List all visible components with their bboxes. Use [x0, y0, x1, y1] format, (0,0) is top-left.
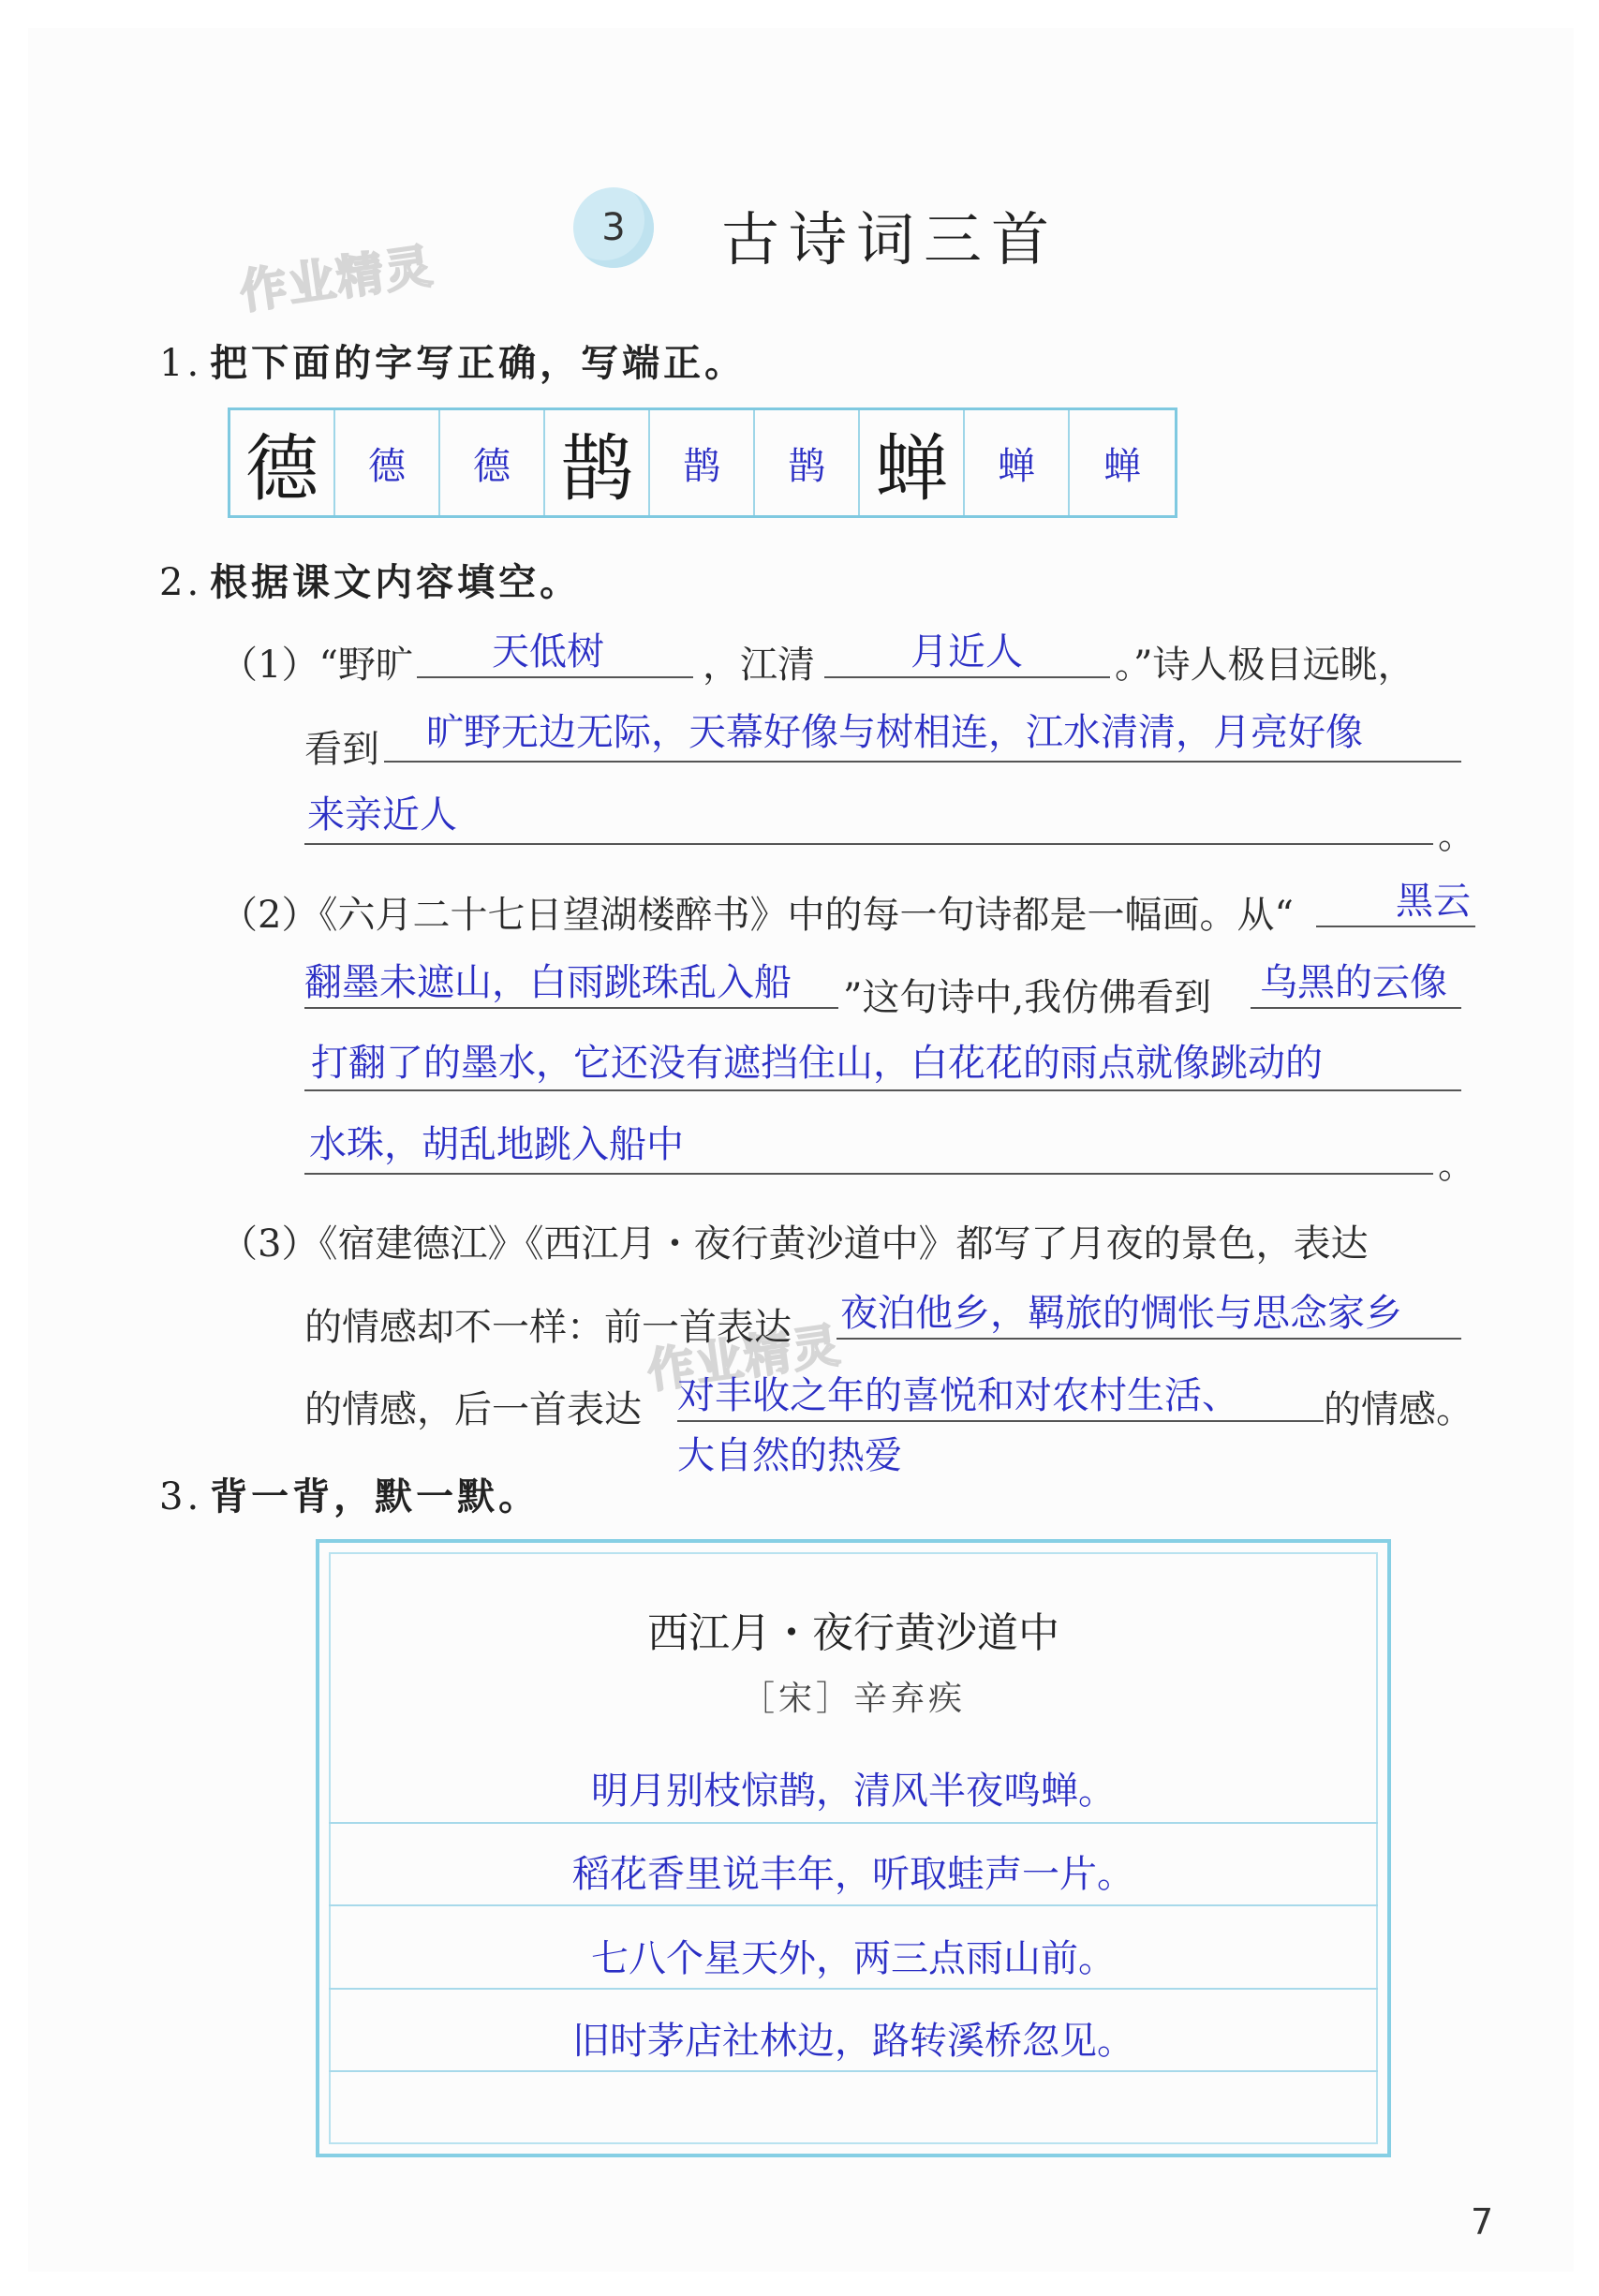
poem-author: ［宋］辛弃疾 — [740, 1680, 966, 1718]
answer-text: 对丰收之年的喜悦和对农村生活、 — [677, 1374, 1239, 1417]
answer-line — [417, 676, 693, 678]
writing-rule — [329, 2070, 1378, 2072]
p2-text1: （2）《六月二十七日望湖楼醉书》中的每一句诗都是一幅画。从“ — [220, 894, 1294, 937]
p3-end: 的情感。 — [1324, 1388, 1473, 1431]
answer-line — [837, 1338, 1461, 1340]
p1-end: 。 — [1438, 814, 1475, 857]
character-grid — [228, 407, 1177, 518]
writing-rule — [329, 1988, 1378, 1990]
question-3-heading — [159, 1467, 540, 1520]
answer-line — [304, 843, 1433, 845]
page-number: 7 — [1471, 2201, 1494, 2243]
question-2-heading — [159, 553, 581, 606]
answer-text: 来亲近人 — [307, 793, 457, 837]
answer-line — [304, 1007, 838, 1009]
p1-see: 看到 — [304, 728, 379, 771]
answer-text: 夜泊他乡，羁旅的惆怅与思念家乡 — [840, 1292, 1402, 1335]
poem-line: 旧时茅店社林边，路转溪桥忽见。 — [572, 2020, 1134, 2063]
question-number: 1. — [159, 342, 203, 385]
answer-line — [677, 1420, 1324, 1422]
lesson-number-badge: 3 — [573, 187, 654, 268]
poem-line: 明月别枝惊鹊，清风半夜鸣蝉。 — [591, 1770, 1116, 1813]
answer-line — [1316, 926, 1475, 927]
writing-rule — [329, 1904, 1378, 1906]
p1-mid: ，江清 — [703, 644, 815, 687]
p1-after: 。”诗人极目远眺， — [1115, 644, 1415, 687]
writing-rule — [329, 1822, 1378, 1824]
question-instruction: 背一背，默一默。 — [210, 1474, 540, 1518]
watermark: 作业精灵 — [644, 1317, 845, 1400]
grid-cell: 德 — [230, 410, 335, 515]
answer-text: 水珠，胡乱地跳入船中 — [309, 1123, 684, 1166]
answer-line — [824, 676, 1110, 678]
answer-text: 月近人 — [911, 630, 1023, 674]
p3-text2: 的情感却不一样：前一首表达 — [304, 1306, 792, 1349]
answer-text: 乌黑的云像 — [1260, 961, 1447, 1004]
poem-line: 稻花香里说丰年，听取蛙声一片。 — [572, 1853, 1134, 1896]
grid-cell: 德 — [335, 410, 440, 515]
question-1-heading — [159, 333, 746, 387]
grid-cell: 鹊 — [755, 410, 860, 515]
grid-cell: 蝉 — [965, 410, 1070, 515]
grid-cell: 德 — [440, 410, 545, 515]
answer-text: 翻墨未遮山，白雨跳珠乱入船 — [304, 961, 792, 1004]
p2-end: 。 — [1438, 1144, 1475, 1187]
poem-title: 西江月・夜行黄沙道中 — [647, 1609, 1059, 1657]
page-title: 古诗词三首 — [721, 205, 1059, 274]
answer-text: 旷野无边无际，天幕好像与树相连，江水清清，月亮好像 — [426, 711, 1363, 754]
watermark: 作业精灵 — [236, 238, 437, 320]
answer-line — [304, 1089, 1461, 1091]
p2-text2: ”这句诗中,我仿佛看到 — [843, 976, 1212, 1019]
poem-line: 七八个星天外，两三点雨山前。 — [591, 1937, 1116, 1980]
question-number: 2. — [159, 561, 203, 604]
answer-line — [1251, 1007, 1461, 1009]
grid-cell: 蝉 — [860, 410, 965, 515]
poem-box — [316, 1539, 1391, 2157]
grid-cell: 鹊 — [650, 410, 755, 515]
answer-line — [304, 1173, 1433, 1175]
answer-text: 大自然的热爱 — [677, 1434, 902, 1477]
grid-cell: 蝉 — [1103, 444, 1141, 488]
answer-text: 天低树 — [492, 630, 604, 674]
answer-text: 打翻了的墨水，它还没有遮挡住山，白花花的雨点就像跳动的 — [311, 1042, 1323, 1085]
question-instruction: 把下面的字写正确，写端正。 — [210, 341, 747, 385]
p3-text3: 的情感，后一首表达 — [304, 1388, 642, 1431]
answer-line — [384, 761, 1461, 763]
question-number: 3. — [159, 1475, 203, 1518]
p3-text1: （3）《宿建德江》《西江月・夜行黄沙道中》都写了月夜的景色，表达 — [220, 1222, 1369, 1266]
question-instruction: 根据课文内容填空。 — [210, 560, 582, 604]
answer-text: 黑云 — [1396, 880, 1471, 923]
p1-label: （1）“野旷 — [220, 644, 413, 687]
grid-cell: 鹊 — [545, 410, 650, 515]
